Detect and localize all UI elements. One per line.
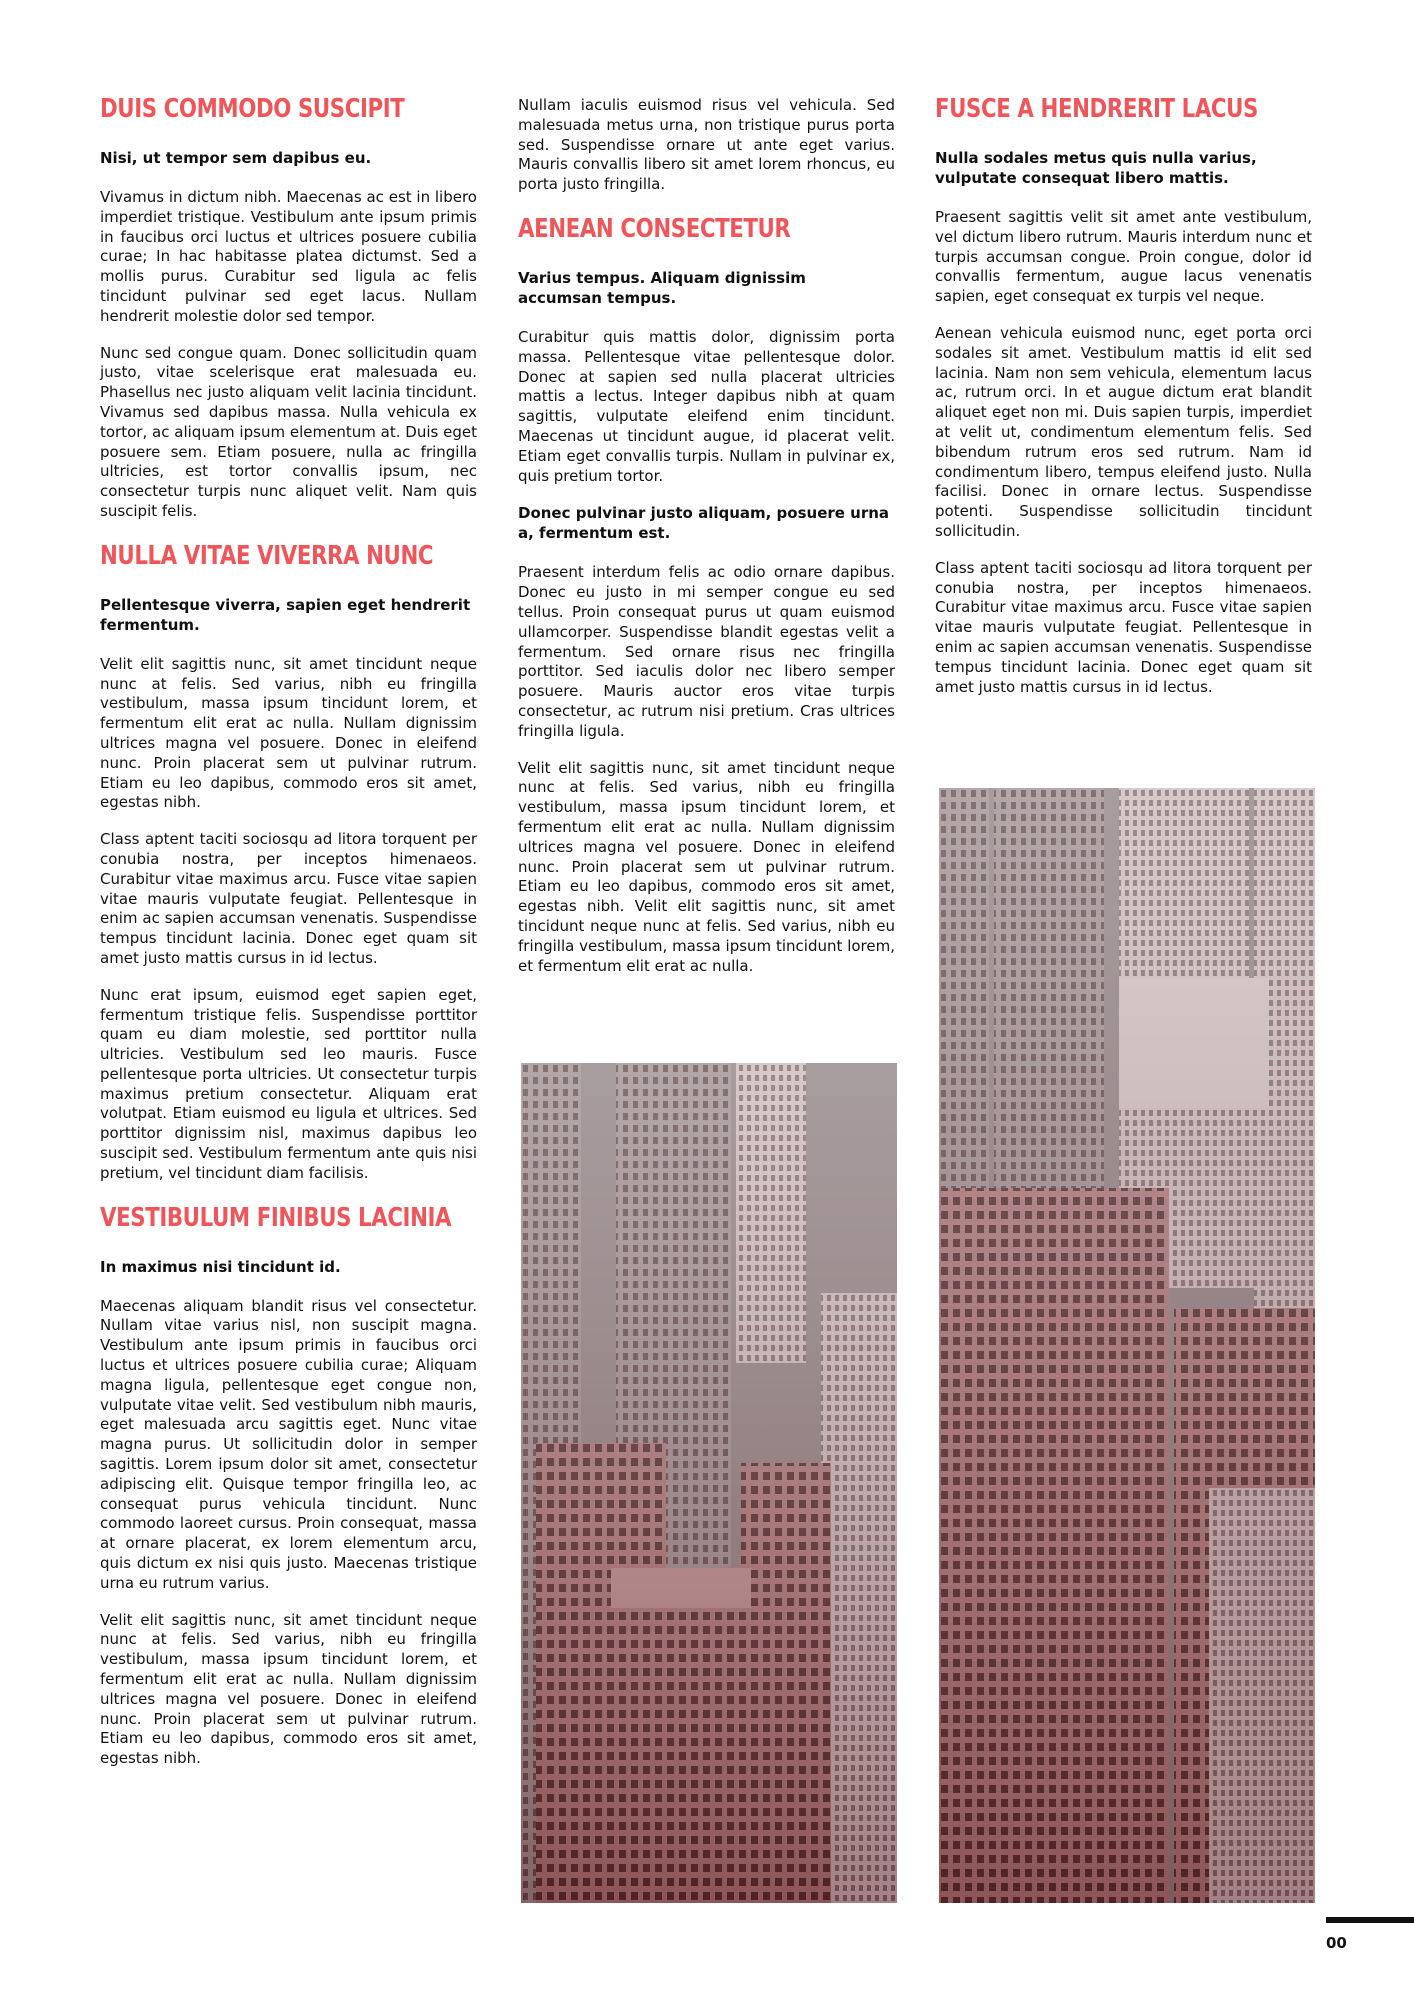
paragraph: Nunc erat ipsum, euismod eget sapien eget, fermentum tristique felis. Suspendisse porttitor quam eu diam molestie, sed porttitor nulla ultricies. Vestibulum sed leo mauris. Fusce pellentesque porta ultricies. Ut consectetur turpis maximus pretium consectetur. Aliquam erat volutpat. Etiam euismod eu ligula et ultrices. Sed porttitor dignissim nisl, maximus dapibus leo suscipit sed. Vestibulum fermentum ante quis nisi pretium, vel tincidunt diam facilisis. — [100, 985, 477, 1182]
paragraph: Class aptent taciti sociosqu ad litora torquent per conubia nostra, per inceptos himenaeos. Curabitur vitae maximus arcu. Fusce vitae sapien vitae mauris vulputate feugiat. Pellentesque in enim ac sapien accumsan venenatis. Suspendisse tempus tincidunt lacinia. Donec eget quam sit amet justo mattis cursus in id lectus. — [935, 558, 1312, 696]
column-right — [935, 92, 1312, 714]
section-lead: Varius tempus. Aliquam dignissim accumsan tempus. — [518, 268, 806, 307]
paragraph: Aenean vehicula euismod nunc, eget porta orci sodales sit amet. Vestibulum mattis id elit sed lacinia. Nam non sem vehicula, elementum lacus ac, rutrum orci. In et augue dictum erat blandit aliquet eget non mi. Duis sapien turpis, imperdiet at velit ut, condimentum elementum felis. Sed bibendum rutrum eros sed rutrum. Nam id condimentum libero, tempus eleifend justo. Nulla facilisi. Donec in ornare lectus. Suspendisse potenti. Suspendisse sollicitudin tincidunt sollicitudin. — [935, 323, 1312, 540]
section-lead: Pellentesque viverra, sapien eget hendrerit fermentum. — [100, 595, 471, 634]
paragraph: Nunc sed congue quam. Donec sollicitudin quam justo, vitae scelerisque erat malesuada eu. Phasellus nec justo aliquam velit lacinia tincidunt. Vivamus sed dapibus massa. Nulla vehicula ex tortor, ac aliquam ipsum elementum at. Duis eget posuere sem. Etiam posuere, nulla ac fringilla ultricies, est tortor convallis ipsum, nec consectetur turpis nunc aliquet velit. Nam quis suscipit felis. — [100, 343, 477, 520]
paragraph: Velit elit sagittis nunc, sit amet tincidunt neque nunc at felis. Sed varius, nibh eu fringilla vestibulum, massa ipsum tincidunt lorem, et fermentum elit erat ac nulla. Nullam dignissim ultrices magna vel posuere. Donec in eleifend nunc. Proin placerat sem ut pulvinar rutrum. Etiam eu leo dapibus, commodo eros sit amet, egestas nibh. Velit elit sagittis nunc, sit amet tincidunt neque nunc at felis. Sed varius, nibh eu fringilla vestibulum, massa ipsum tincidunt lorem, et fermentum elit erat ac nulla. — [518, 758, 895, 975]
section-lead: Nisi, ut tempor sem dapibus eu. — [100, 149, 372, 167]
paragraph: Curabitur quis mattis dolor, dignissim porta massa. Pellentesque vitae pellentesque dolor. Donec at sapien sed nulla placerat ultricies mattis a lectus. Integer dapibus nibh at quam sagittis, vulputate eleifend enim tincidunt. Maecenas ut tincidunt augue, id placerat velit. Etiam eget convallis turpis. Nullam in pulvinar ex, quis pretium tortor. — [518, 327, 895, 485]
city-skyscrapers-photo — [939, 788, 1315, 1903]
skyscrapers-illustration — [521, 1063, 897, 1903]
column-left — [100, 92, 477, 1786]
column-middle — [518, 96, 895, 993]
paragraph: Velit elit sagittis nunc, sit amet tincidunt neque nunc at felis. Sed varius, nibh eu fringilla vestibulum, massa ipsum tincidunt lorem, et fermentum elit erat ac nulla. Nullam dignissim ultrices magna vel posuere. Donec in eleifend nunc. Proin placerat sem ut pulvinar rutrum. Etiam eu leo dapibus, commodo eros sit amet, egestas nibh. — [100, 654, 477, 812]
section-heading: FUSCE A HENDRERIT LACUS — [935, 94, 1259, 124]
section-heading: VESTIBULUM FINIBUS LACINIA — [100, 1202, 452, 1233]
section-lead: Nulla sodales metus quis nulla varius, vulputate consequat libero mattis. — [935, 149, 1257, 187]
paragraph: Class aptent taciti sociosqu ad litora torquent per conubia nostra, per inceptos himenaeos. Curabitur vitae maximus arcu. Fusce vitae sapien vitae mauris vulputate feugiat. Pellentesque in enim ac sapien accumsan venenatis. Suspendisse tempus tincidunt lacinia. Donec eget quam sit amet justo mattis cursus in id lectus. — [100, 830, 477, 967]
paragraph: Vivamus in dictum nibh. Maecenas ac est in libero imperdiet tristique. Vestibulum ante ipsum primis in faucibus orci luctus et ultrices posuere cubilia curae; In hac habitasse platea dictumst. Sed a mollis purus. Curabitur sed ligula ac felis tincidunt pulvinar sed eget lacus. Nullam hendrerit molestie dolor sed tempor. — [100, 188, 477, 325]
paragraph: Maecenas aliquam blandit risus vel consectetur. Nullam vitae varius nisl, non suscipit magna. Vestibulum ante ipsum primis in faucibus orci luctus et ultrices posuere cubilia curae; Aliquam magna ligula, pellentesque eget congue non, vulputate vitae velit. Sed vestibulum nibh mauris, eget malesuada arcu sagittis eget. Nunc vitae magna purus. Ut sollicitudin dolor in semper sagittis. Lorem ipsum dolor sit amet, consectetur adipiscing elit. Quisque tempor fringilla leo, ac consequat purus vehicula tincidunt. Nunc commodo laoreet cursus. Proin consequat, massa at ornare placerat, ex lorem elementum arcu, quis dictum ex nisi quis justo. Maecenas tristique urna eu rutrum varius. — [100, 1296, 477, 1592]
skyscrapers-illustration — [939, 788, 1315, 1903]
paragraph: Praesent sagittis velit sit amet ante vestibulum, vel dictum libero rutrum. Mauris interdum nunc et turpis accumsan congue. Proin congue, dolor id convallis fermentum, augue lacus venenatis sapien, eget consequat ex turpis vel neque. — [935, 208, 1312, 306]
section-lead: In maximus nisi tincidunt id. — [100, 1257, 341, 1276]
section-heading: DUIS COMMODO SUSCIPIT — [100, 94, 405, 124]
section-heading: AENEAN CONSECTETUR — [518, 213, 791, 244]
paragraph: Nullam iaculis euismod risus vel vehicula. Sed malesuada metus urna, non tristique purus porta sed. Suspendisse ornare ut ante eget varius. Mauris convallis libero sit amet lorem rhoncus, eu porta justo fringilla. — [518, 96, 895, 194]
section-lead: Donec pulvinar justo aliquam, posuere urna a, fermentum est. — [518, 504, 890, 543]
footer-rule — [1326, 1917, 1414, 1923]
paragraph: Velit elit sagittis nunc, sit amet tincidunt neque nunc at felis. Sed varius, nibh eu fringilla vestibulum, massa ipsum tincidunt lorem, et fermentum elit erat ac nulla. Nullam dignissim ultrices magna vel posuere. Donec in eleifend nunc. Proin placerat sem ut pulvinar rutrum. Etiam eu leo dapibus, commodo eros sit amet, egestas nibh. — [100, 1610, 477, 1768]
paragraph: Praesent interdum felis ac odio ornare dapibus. Donec eu justo in mi semper congue eu sed tellus. Proin consequat purus ut quam euismod ullamcorper. Suspendisse blandit egestas velit a fermentum. Sed ornare risus nec fringilla porttitor. Sed iaculis dolor nec libero semper posuere. Mauris auctor eros vitae turpis consectetur, ac rutrum nisi pretium. Cras ultrices fringilla ligula. — [518, 563, 895, 740]
page-number: 00 — [1326, 1934, 1347, 1952]
city-skyscrapers-photo — [521, 1063, 897, 1903]
section-heading: NULLA VITAE VIVERRA NUNC — [100, 540, 434, 571]
